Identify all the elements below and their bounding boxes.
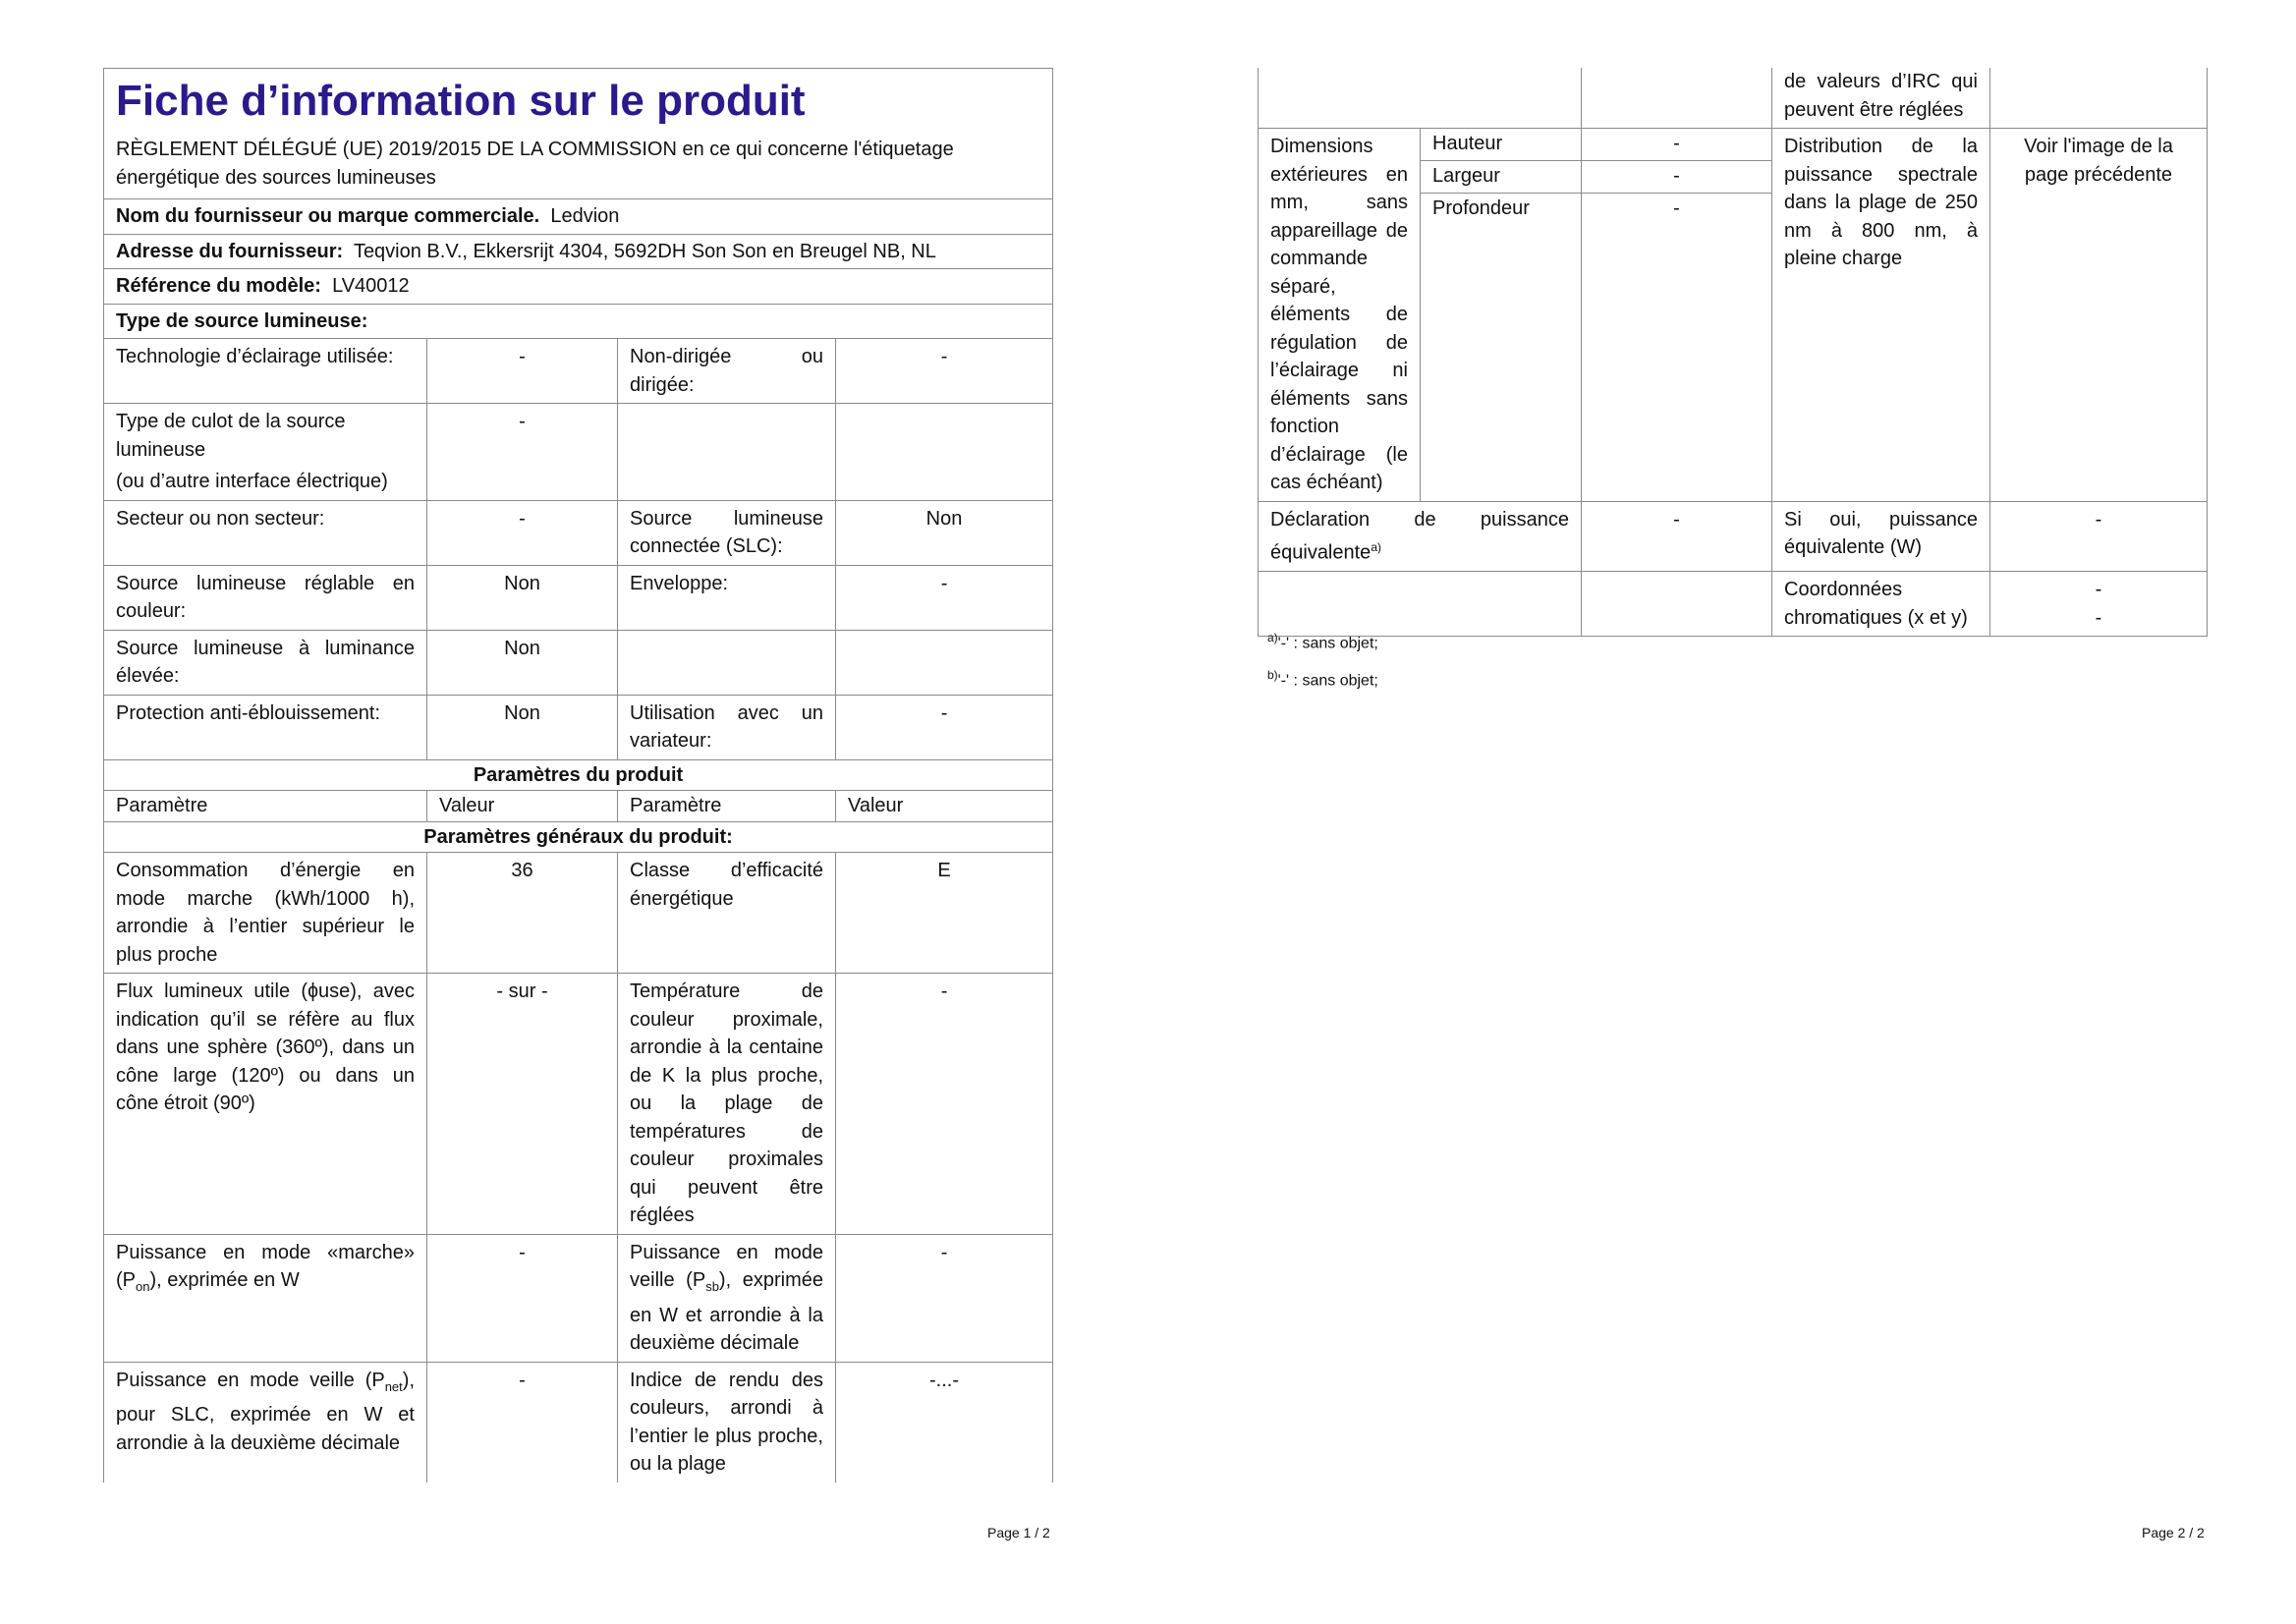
depth-label: Profondeur xyxy=(1421,193,1582,501)
height-value: - xyxy=(1582,129,1772,161)
width-value: - xyxy=(1582,160,1772,193)
page-number-2: Page 2 / 2 xyxy=(2142,1525,2205,1540)
footnote-b: $^{b)}$'-' : sans objet; xyxy=(1267,668,1378,690)
cell-label: Consommation d’énergie en mode marche (kWh/1000 h), arrondie à l’entier supérieur le plus proche xyxy=(104,853,427,974)
page-2 xyxy=(1258,68,2207,637)
general-params-header: Paramètres généraux du produit: xyxy=(104,821,1053,853)
address-row xyxy=(104,234,1053,269)
cap-type-sublabel: (ou d’autre interface électrique) xyxy=(116,471,388,492)
dimensions-label: Dimensions extérieures en mm, sans appareillage de commande séparé, éléments de régulation de l’éclairage ni éléments sans fonction d’éclairage (le cas échéant) xyxy=(1259,129,1421,502)
equiv-value: - xyxy=(1582,501,1772,572)
product-params-header: Paramètres du produit xyxy=(104,759,1053,791)
spectral-value: Voir l'image de la page précédente xyxy=(1990,129,2208,502)
chroma-y: - xyxy=(2095,606,2102,629)
page-number-1: Page 1 / 2 xyxy=(987,1525,1050,1540)
cell-value: - xyxy=(427,339,618,404)
cell-label: Protection anti-éblouissement: xyxy=(104,695,427,759)
source-type-label: Type de source lumineuse: xyxy=(104,304,1053,339)
width-label: Largeur xyxy=(1421,160,1582,193)
cell-label: Indice de rendu des couleurs, arrondi à l’entier le plus proche, ou la plage xyxy=(618,1362,836,1483)
address-value: Teqvion B.V., Ekkersrijt 4304, 5692DH Son Son en Breugel NB, NL xyxy=(353,240,936,262)
table-row xyxy=(1259,68,2208,129)
cell-value: -...- xyxy=(836,1362,1053,1483)
table-row xyxy=(104,853,1053,974)
cell-value: - xyxy=(836,339,1053,404)
cell-value: - xyxy=(427,1362,618,1483)
cell-value: 36 xyxy=(427,853,618,974)
cell-value: - sur - xyxy=(427,974,618,1235)
cell-empty xyxy=(1582,68,1772,129)
cell-value: - xyxy=(836,695,1053,759)
col-param-1: Paramètre xyxy=(104,791,427,822)
table-row xyxy=(104,565,1053,630)
col-param-2: Paramètre xyxy=(618,791,836,822)
cell-label: Température de couleur proximale, arrondie à la centaine de K la plus proche, ou la plage de températures de couleur proximales qui peuvent être réglées xyxy=(618,974,836,1235)
model-value: LV40012 xyxy=(332,275,410,297)
cell-empty xyxy=(1259,68,1582,129)
footnotes xyxy=(1267,622,1378,698)
cell-label: Utilisation avec un variateur: xyxy=(618,695,836,759)
cell-value: - xyxy=(836,565,1053,630)
supplier-row xyxy=(104,199,1053,235)
cell-value: Non xyxy=(836,500,1053,565)
cell-label: Classe d’efficacité énergétique xyxy=(618,853,836,974)
table-row xyxy=(104,1234,1053,1362)
cell-value: - xyxy=(427,1234,618,1362)
dimension-height-row xyxy=(1259,129,2208,161)
cap-type-label: Type de culot de la source lumineuse xyxy=(116,411,346,461)
cell-value xyxy=(836,630,1053,695)
height-label: Hauteur xyxy=(1421,129,1582,161)
cell-label: Technologie d’éclairage utilisée: xyxy=(104,339,427,404)
cell-value: Non xyxy=(427,630,618,695)
model-label: Référence du modèle: xyxy=(116,275,321,297)
table-row xyxy=(104,974,1053,1235)
address-label: Adresse du fournisseur: xyxy=(116,240,344,262)
regulation-text: RÈGLEMENT DÉLÉGUÉ (UE) 2019/2015 DE LA COMMISSION en ce qui concerne l'étiquetage énergétique des sources lumineuses xyxy=(116,139,954,189)
col-value-1: Valeur xyxy=(427,791,618,822)
cell-value: Non xyxy=(427,695,618,759)
cell-empty xyxy=(1990,68,2208,129)
product-info-table-continued xyxy=(1258,68,2208,637)
general-params-header-row xyxy=(104,821,1053,853)
table-row xyxy=(1259,572,2208,637)
header-row xyxy=(104,69,1053,199)
cell-label: Puissance en mode veille $(P_{net})$, pour SLC, exprimée en W et arrondie à la deuxième décimale xyxy=(104,1362,427,1483)
cell-value: - xyxy=(427,404,618,501)
chroma-label: Coordonnées chromatiques (x et y) xyxy=(1772,572,1990,637)
page-title: Fiche d’information sur le produit xyxy=(116,77,806,125)
source-type-row xyxy=(104,304,1053,339)
product-info-table xyxy=(103,68,1053,1483)
footnote-a: $^{a)}$'-' : sans objet; xyxy=(1267,631,1378,652)
equiv-yes-value: - xyxy=(1990,501,2208,572)
cell-value: Non xyxy=(427,565,618,630)
equiv-yes-label: Si oui, puissance équivalente (W) xyxy=(1772,501,1990,572)
column-header-row xyxy=(104,791,1053,822)
supplier-label: Nom du fournisseur ou marque commerciale. xyxy=(116,205,540,227)
cell-value: - xyxy=(427,500,618,565)
table-row xyxy=(104,339,1053,404)
cell-value: - xyxy=(836,974,1053,1235)
model-row xyxy=(104,269,1053,305)
page-1 xyxy=(103,68,1052,1483)
chroma-values xyxy=(1990,572,2208,637)
table-row xyxy=(104,500,1053,565)
cell-label: Secteur ou non secteur: xyxy=(104,500,427,565)
table-row xyxy=(104,695,1053,759)
col-value-2: Valeur xyxy=(836,791,1053,822)
cell-label: Puissance en mode veille $(P_{sb})$, exprimée en W et arrondie à la deuxième décimale xyxy=(618,1234,836,1362)
table-row xyxy=(1259,501,2208,572)
equiv-label: Déclaration de puissance équivalente$^{a)}$ xyxy=(1259,501,1582,572)
cri-continuation: de valeurs d’IRC qui peuvent être réglées xyxy=(1772,68,1990,129)
cell-label xyxy=(618,404,836,501)
cell-empty xyxy=(1582,572,1772,637)
supplier-value: Ledvion xyxy=(550,205,620,227)
cell-label: Enveloppe: xyxy=(618,565,836,630)
cell-label: Flux lumineux utile (ɸuse), avec indication qu’il se réfère au flux dans une sphère (360º), dans un cône large (120º) ou dans un cône étroit (90º) xyxy=(104,974,427,1235)
cell-value xyxy=(836,404,1053,501)
table-row xyxy=(104,630,1053,695)
cell-label xyxy=(104,404,427,501)
cell-label: Source lumineuse réglable en couleur: xyxy=(104,565,427,630)
chroma-x: - xyxy=(2095,579,2102,601)
cell-label xyxy=(618,630,836,695)
cell-label: Source lumineuse à luminance élevée: xyxy=(104,630,427,695)
table-row xyxy=(104,1362,1053,1483)
cell-value: - xyxy=(836,1234,1053,1362)
product-params-header-row xyxy=(104,759,1053,791)
cell-label: Source lumineuse connectée (SLC): xyxy=(618,500,836,565)
table-row xyxy=(104,404,1053,501)
depth-value: - xyxy=(1582,193,1772,501)
cell-value: E xyxy=(836,853,1053,974)
cell-label: Non-dirigée ou dirigée: xyxy=(618,339,836,404)
spectral-label: Distribution de la puissance spectrale dans la plage de 250 nm à 800 nm, à pleine charge xyxy=(1772,129,1990,502)
cell-label: Puissance en mode «marche» $(P_{on})$, exprimée en W xyxy=(104,1234,427,1362)
